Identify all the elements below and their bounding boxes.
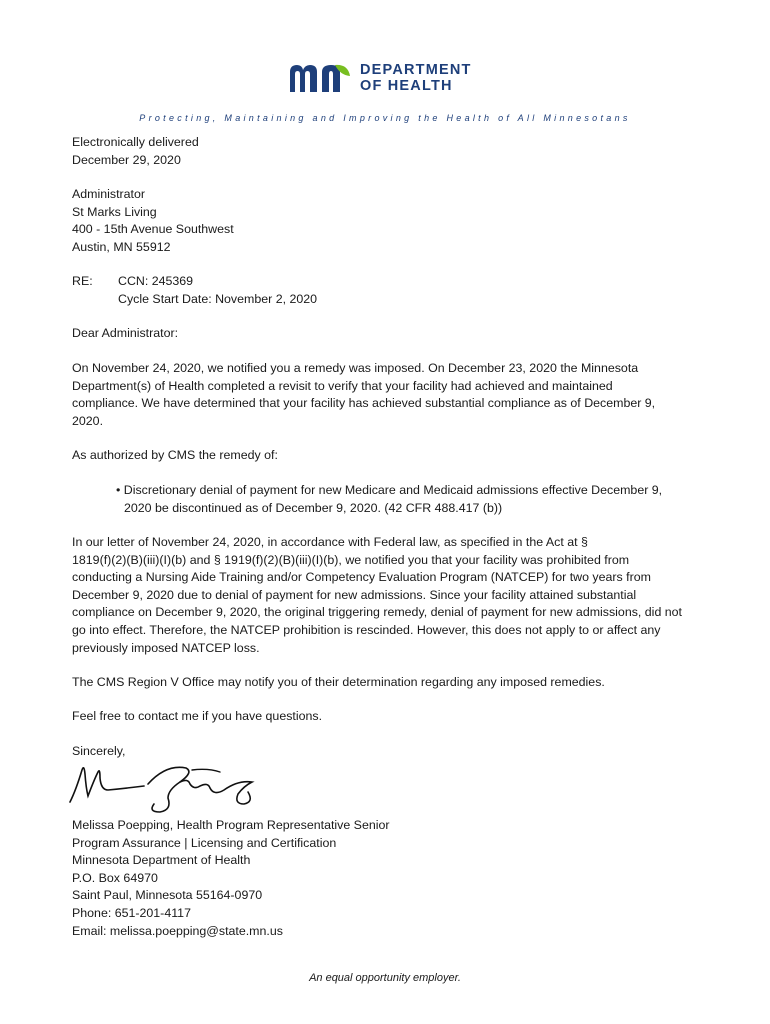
paragraph-line: compliance. We have determined that your facility has achieved substantial compliance as of December 9, [72, 396, 656, 411]
sender-signature-block [72, 817, 702, 940]
sender-po-box: P.O. Box 64970 [72, 870, 158, 885]
logo-line-1: DEPARTMENT [360, 62, 472, 78]
paragraph-line: December 9, 2020 due to denial of payment for new admissions. Since your facility attained substantial [72, 587, 637, 602]
paragraph-authorized: As authorized by CMS the remedy of: [72, 448, 278, 462]
remedy-bullet [116, 482, 662, 517]
paragraph-line: On November 24, 2020, we notified you a remedy was imposed. On December 23, 2020 the Minnesota [72, 361, 639, 375]
paragraph-cms-notify: The CMS Region V Office may notify you of their determination regarding any imposed remedies. [72, 675, 605, 689]
tagline: Protecting, Maintaining and Improving the Health of All Minnesotans [139, 113, 631, 123]
cycle-start-line: Cycle Start Date: November 2, 2020 [118, 291, 318, 306]
re-details [118, 273, 317, 308]
paragraph-line: compliance on December 9, 2020, the original triggering remedy, denial of payment for new admissions, did not [72, 605, 682, 620]
sender-department: Program Assurance | Licensing and Certification [72, 835, 337, 850]
sender-city: Saint Paul, Minnesota 55164-0970 [72, 888, 263, 903]
ccn-line: CCN: 245369 [118, 274, 194, 288]
sender-phone: Phone: 651-201-4117 [72, 905, 191, 920]
sender-name-title: Melissa Poepping, Health Program Representative Senior [72, 818, 390, 832]
handwritten-signature [68, 760, 268, 816]
paragraph-line: conducting a Nursing Aide Training and/or Competency Evaluation Program (NATCEP) for two years from [72, 570, 651, 585]
paragraph-remedy-notice [72, 360, 702, 430]
bullet-line: 2020 be discontinued as of December 9, 2020. (42 CFR 488.417 (b)) [124, 500, 503, 515]
sender-organization: Minnesota Department of Health [72, 853, 251, 868]
paragraph-line: previously imposed NATCEP loss. [72, 640, 260, 655]
address-line: Austin, MN 55912 [72, 239, 171, 254]
bullet-line: • Discretionary denial of payment for new Medicare and Medicaid admissions effective December 9, [116, 483, 663, 497]
paragraph-line: 1819(f)(2)(B)(iii)(I)(b) and § 1919(f)(2)(B)(iii)(I)(b), we notified you that your facility was prohibited from [72, 552, 630, 567]
mn-logo-icon [288, 62, 354, 94]
closing: Sincerely, [72, 744, 126, 758]
delivery-block [72, 134, 702, 169]
paragraph-line: go into effect. Therefore, the NATCEP prohibition is rescinded. However, this does not apply to or affect any [72, 622, 661, 637]
logo-line-2: OF HEALTH [360, 78, 453, 94]
address-line: Administrator [72, 187, 145, 201]
sender-email: Email: melissa.poepping@state.mn.us [72, 923, 283, 938]
salutation: Dear Administrator: [72, 326, 179, 340]
mdh-logo [288, 62, 488, 98]
paragraph-contact: Feel free to contact me if you have questions. [72, 709, 323, 723]
recipient-address [72, 186, 702, 256]
address-line: 400 - 15th Avenue Southwest [72, 222, 234, 237]
delivery-method: Electronically delivered [72, 135, 199, 149]
re-label: RE: [72, 274, 93, 288]
address-line: St Marks Living [72, 204, 157, 219]
paragraph-line: Department(s) of Health completed a revisit to verify that your facility had achieved and maintained [72, 378, 613, 393]
footer-equal-opportunity: An equal opportunity employer. [309, 972, 461, 984]
paragraph-natcep [72, 534, 702, 657]
letter-date: December 29, 2020 [72, 152, 181, 167]
paragraph-line: 2020. [72, 413, 104, 428]
paragraph-line: In our letter of November 24, 2020, in accordance with Federal law, as specified in the Act at § [72, 535, 588, 549]
